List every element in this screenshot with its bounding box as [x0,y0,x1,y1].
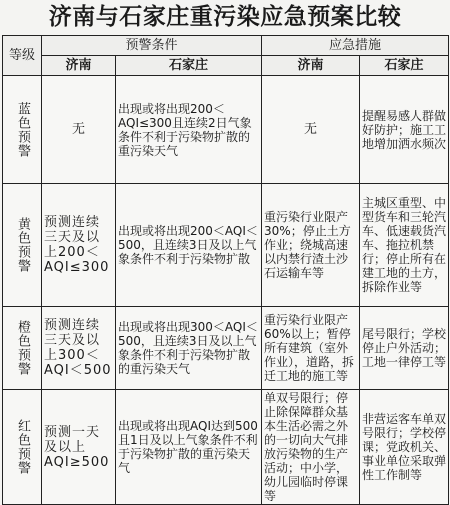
jinan-condition-cell: 预测连续三天及以上300＜AQI＜500 [42,307,116,390]
header-response-measures: 应急措施 [262,36,449,56]
header-warning-conditions: 预警条件 [42,36,262,56]
comparison-table [2,35,449,505]
header-jinan-condition: 济南 [42,56,116,76]
jinan-measure-cell: 重污染行业限产60%以上；暂停所有建筑（室外作业），道路，拆迁工地的施工等 [262,307,360,390]
table-row-yellow [3,184,449,307]
level-cell: 红色预警 [3,390,42,505]
jinan-measure-cell: 无 [262,76,360,184]
header-jinan-measure: 济南 [262,56,360,76]
sjz-condition-cell: 出现或将出现200＜AQI＜500，且连续3日及以上气象条件不利于污染物扩散 [116,184,262,307]
jinan-measure-cell: 单双号限行；停止除保障群众基本生活必需之外的一切向大气排放污染物的生产活动；中小学，幼儿园临时停课等 [262,390,360,505]
sjz-measure-cell: 非营运客车单双号限行；学校停课；党政机关、事业单位采取弹性工作制等 [360,390,449,505]
jinan-condition-cell: 预测一天及以上AQI≥500 [42,390,116,505]
level-cell: 黄色预警 [3,184,42,307]
header-sjz-condition: 石家庄 [116,56,262,76]
level-cell: 橙色预警 [3,307,42,390]
sjz-measure-cell: 主城区重型、中型货车和三轮汽车、低速载货汽车、拖拉机禁行；停止所有在建工地的土方，拆除作业等 [360,184,449,307]
jinan-measure-cell: 重污染行业限产30%；停止土方作业；绕城高速以内禁行渣土沙石运输车等 [262,184,360,307]
header-sjz-measure: 石家庄 [360,56,449,76]
table-row-red [3,390,449,505]
sjz-measure-cell: 尾号限行；学校停止户外活动；工地一律停工等 [360,307,449,390]
header-level: 等级 [3,36,42,76]
sjz-condition-cell: 出现或将出现AQI达到500且1日及以上气象条件不利于污染物扩散的重污染天气 [116,390,262,505]
table-row-orange [3,307,449,390]
page-title: 济南与石家庄重污染应急预案比较 [48,4,402,30]
sjz-condition-cell: 出现或将出现200＜AQI≤300且连续2日气象条件不利于污染物扩散的重污染天气 [116,76,262,184]
jinan-condition-cell: 预测连续三天及以上200＜AQI≤300 [42,184,116,307]
sjz-measure-cell: 提醒易感人群做好防护；施工工地增加洒水频次 [360,76,449,184]
jinan-condition-cell: 无 [42,76,116,184]
sjz-condition-cell: 出现或将出现300＜AQI＜500，且连续3日及以上气象条件不利于污染物扩散的重污染天气 [116,307,262,390]
table-row-blue [3,76,449,184]
level-cell: 蓝色预警 [3,76,42,184]
